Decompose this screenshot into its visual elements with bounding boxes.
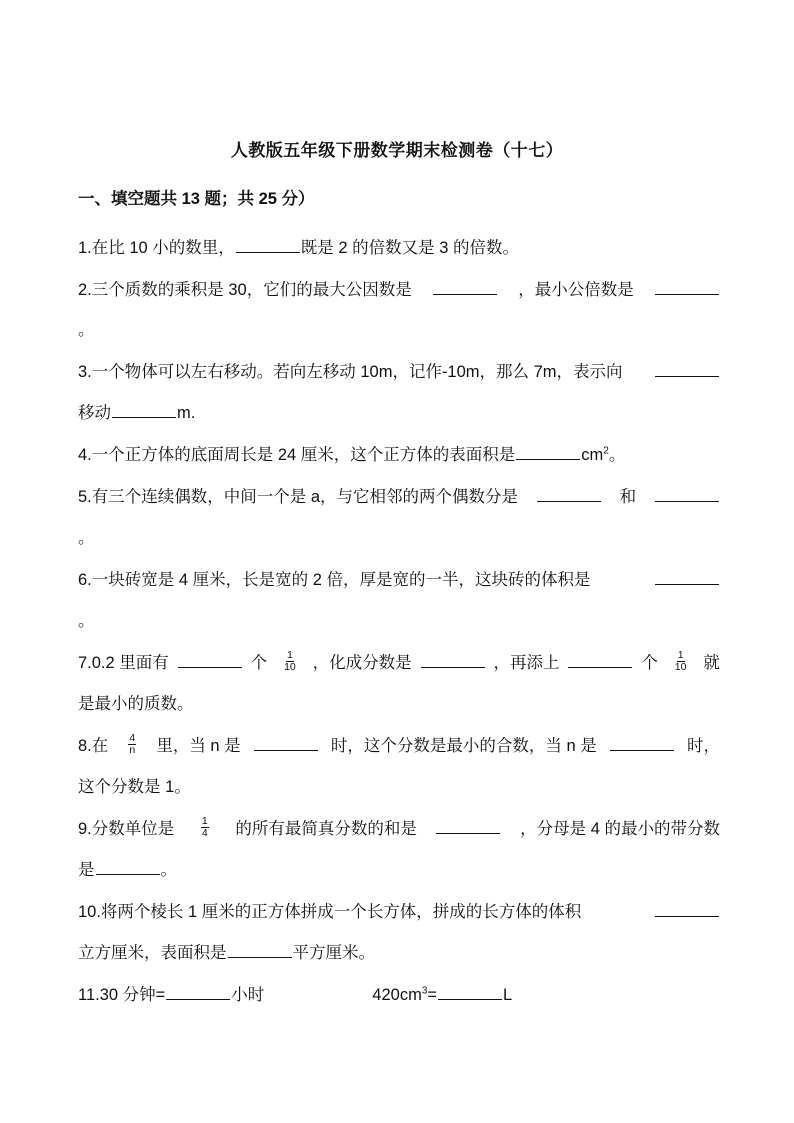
question-9-cont (78, 858, 720, 882)
question-2 (78, 278, 720, 302)
q7-text-c: ，化成分数是 (312, 654, 412, 672)
answer-blank[interactable] (228, 941, 292, 958)
q9-text-a: 9.分数单位是 (78, 820, 175, 838)
question-3-cont (78, 401, 720, 425)
page-title: 人教版五年级下册数学期末检测卷（十七） (230, 141, 564, 160)
q2-text-c: 。 (78, 321, 95, 339)
answer-blank[interactable] (516, 443, 580, 460)
fraction-denominator: 10 (674, 661, 687, 673)
q7-text-e: 个 (641, 654, 658, 672)
q4-unit-exponent: 2 (603, 445, 609, 457)
q7-text-b: 个 (250, 654, 268, 672)
fraction-denominator: n (129, 744, 136, 756)
answer-blank[interactable] (655, 278, 719, 295)
q3-text-c: m. (177, 404, 196, 422)
fraction-one-quarter (201, 816, 209, 840)
q11-text-b: 小时 (231, 986, 265, 1004)
q1-text-b: 既是 2 的倍数又是 3 的倍数。 (300, 239, 519, 257)
q6-text-a: 6.一块砖宽是 4 厘米，长是宽的 2 倍，厚是宽的一半，这块砖的体积是 (78, 571, 591, 589)
fraction-four-over-n (128, 733, 136, 757)
q10-text-c: 平方厘米。 (292, 944, 375, 962)
question-6-cont (78, 609, 720, 633)
answer-blank[interactable] (436, 817, 500, 834)
answer-blank[interactable] (112, 401, 176, 418)
q8-text-b: 里，当 n 是 (156, 737, 241, 755)
q2-text-b: ，最小公倍数是 (518, 281, 634, 299)
answer-blank[interactable] (568, 651, 632, 668)
q11-text-e: L (503, 986, 513, 1004)
q7-text-g: 是最小的质数。 (78, 695, 194, 713)
answer-blank[interactable] (438, 983, 502, 1000)
q5-text-a: 5.有三个连续偶数，中间一个是 a，与它相邻的两个偶数分是 (78, 488, 519, 506)
question-4 (78, 443, 720, 467)
answer-blank[interactable] (655, 568, 719, 585)
q11-text-d: = (427, 986, 438, 1004)
q11-text-c: 420cm (372, 986, 422, 1004)
question-10 (78, 900, 720, 924)
q3-text-a: 3.一个物体可以左右移动。若向左移动 10m，记作-10m，那么 7m，表示向 (78, 363, 623, 381)
q1-text-a: 1.在比 10 小的数里， (78, 239, 235, 257)
q8-text-d: 时， (686, 737, 720, 755)
fraction-numerator: 4 (129, 732, 136, 744)
answer-blank[interactable] (254, 734, 318, 751)
q8-text-c: 时，这个分数是最小的合数，当 n 是 (330, 737, 597, 755)
question-11 (78, 983, 720, 1007)
section-heading: 一、填空题共 13 题；共 25 分） (78, 190, 315, 208)
q5-text-b: 和 (619, 488, 637, 506)
q10-text-b: 立方厘米，表面积是 (78, 944, 227, 962)
q6-text-c: 。 (78, 612, 95, 630)
question-5-cont (78, 526, 720, 550)
fraction-numerator: 1 (286, 649, 293, 661)
answer-blank[interactable] (655, 485, 719, 502)
answer-blank[interactable] (178, 651, 242, 668)
fraction-one-tenth (283, 650, 297, 674)
q9-text-c: ，分母是 4 的最小的带分数 (520, 820, 720, 838)
fraction-one-tenth (674, 650, 688, 674)
question-2-cont (78, 318, 720, 342)
fraction-numerator: 1 (201, 815, 208, 827)
question-5 (78, 485, 720, 509)
question-8 (78, 734, 720, 758)
fraction-numerator: 1 (677, 649, 684, 661)
q9-text-e: 。 (160, 861, 177, 879)
answer-blank[interactable] (610, 734, 674, 751)
answer-blank[interactable] (537, 485, 601, 502)
q7-text-d: ，再添上 (493, 654, 560, 672)
q8-text-e: 这个分数是 1。 (78, 778, 191, 796)
q7-text-f: 就 (703, 654, 720, 672)
question-10-cont (78, 941, 720, 965)
answer-blank[interactable] (655, 900, 719, 917)
answer-blank[interactable] (96, 858, 160, 875)
q11-text-a: 11.30 分钟= (78, 986, 166, 1004)
question-6 (78, 568, 720, 592)
q11-unit-exponent: 3 (421, 985, 428, 997)
answer-blank[interactable] (421, 651, 485, 668)
question-3 (78, 360, 720, 384)
answer-blank[interactable] (236, 236, 300, 253)
q4-text-c: 。 (608, 446, 626, 464)
q9-text-d: 是 (78, 861, 95, 879)
q10-text-a: 10.将两个棱长 1 厘米的正方体拼成一个长方体，拼成的长方体的体积 (78, 903, 582, 921)
answer-blank[interactable] (166, 983, 230, 1000)
q2-text-a: 2.三个质数的乘积是 30，它们的最大公因数是 (78, 281, 412, 299)
q7-text-a: 7.0.2 里面有 (78, 654, 169, 672)
fraction-denominator: 10 (284, 661, 296, 673)
answer-blank[interactable] (433, 278, 497, 295)
question-7 (78, 651, 720, 675)
question-7-cont (78, 692, 720, 716)
q9-text-b: 的所有最简真分数的和是 (235, 820, 417, 838)
question-9 (78, 817, 720, 841)
answer-blank[interactable] (655, 360, 719, 377)
q3-text-b: 移动 (78, 404, 111, 422)
q5-text-c: 。 (78, 529, 95, 547)
question-1 (78, 236, 720, 260)
fraction-denominator: 4 (201, 827, 208, 839)
q4-unit: cm (581, 446, 604, 464)
q8-text-a: 8.在 (78, 737, 109, 755)
q4-text-a: 4.一个正方体的底面周长是 24 厘米，这个正方体的表面积是 (78, 446, 516, 464)
question-8-cont (78, 775, 720, 799)
